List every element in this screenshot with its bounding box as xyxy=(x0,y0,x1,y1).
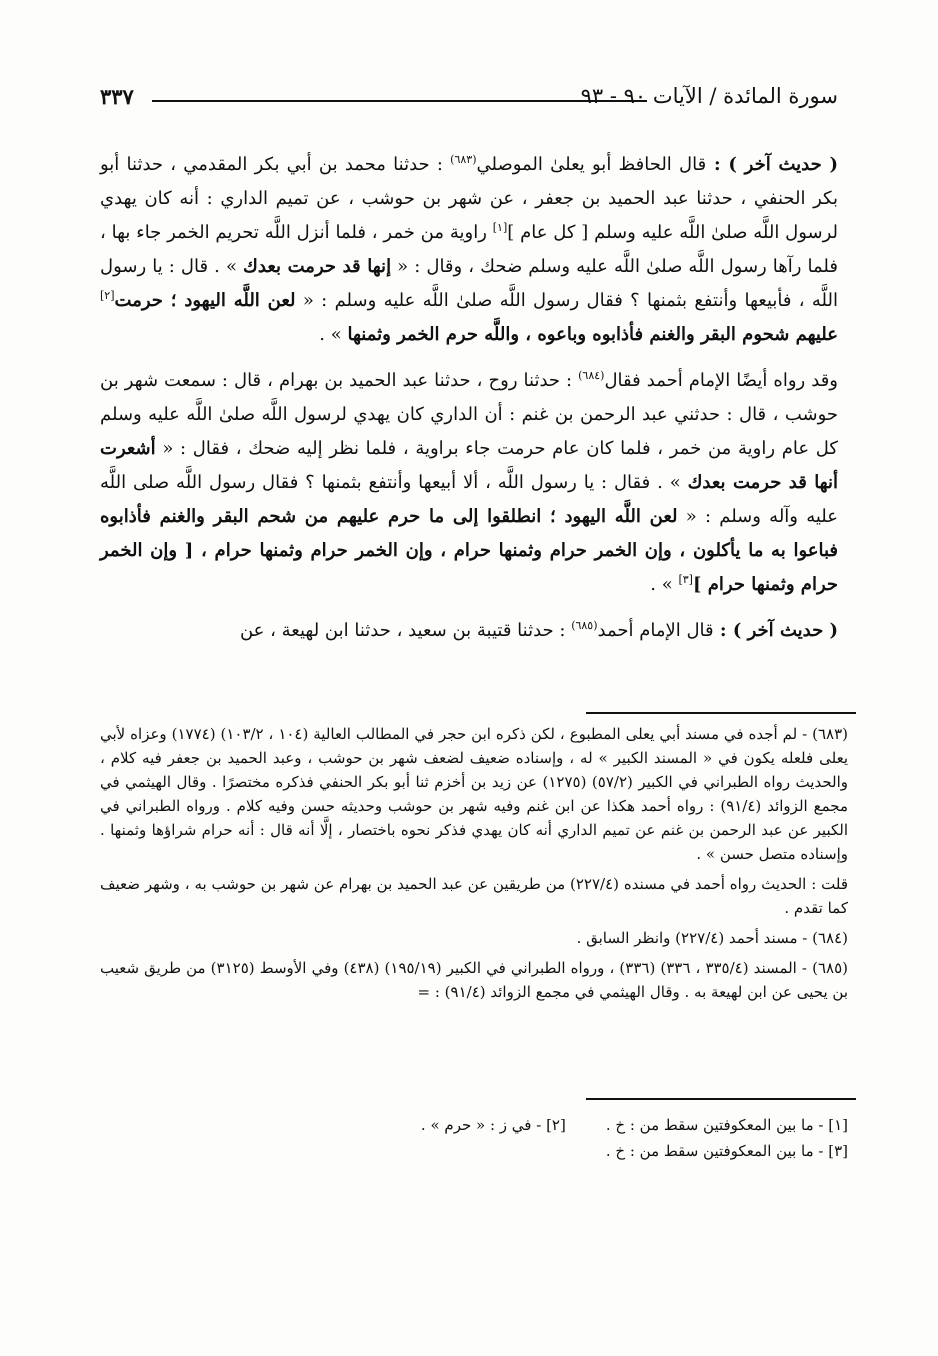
footnote-rule xyxy=(586,712,856,714)
text-segment: : حدثنا محمد بن أبي بكر المقدمي ، حدثنا أبو بكر الحنفي ، حدثنا عبد الحميد بن جعفر ، عن شهر بن حوشب ، عن تميم الداري : أنه كان يهدي لرسول اللَّه صلىٰ اللَّه عليه وسلم [ كل عام ] xyxy=(100,154,839,243)
text-segment: وقد رواه أيضًا الإمام أحمد فقال xyxy=(604,370,838,391)
variants-rule xyxy=(586,1098,856,1100)
paragraph-2 xyxy=(100,364,838,602)
text-segment: : حدثنا روح ، حدثنا عبد الحميد بن بهرام ، قال : سمعت شهر بن حوشب ، قال : حدثني عبد الرحمن بن غنم : أن الداري كان يهدي لرسول اللَّه صلىٰ اللَّه عليه وسلم كل عام راوية من خمر ، فلما كان عام حرمت جاء براوية ، فلما نظر إليه ضحك ، فقال : « xyxy=(100,370,838,459)
paragraph-3 xyxy=(100,614,838,648)
variant-1: [١] - ما بين المعكوفتين سقط من : خ . xyxy=(605,1116,848,1134)
footnote-684: (٦٨٤) - مسند أحمد (٢٢٧/٤) وانظر السابق . xyxy=(576,929,848,947)
text-segment: إنها قد حرمت بعدك xyxy=(243,256,392,277)
footnote-683-comment: قلت : الحديث رواه أحمد في مسنده (٢٢٧/٤) من طريقين عن عبد الحميد بن بهرام عن شهر بن حوشب به ، وشهر ضعيف كما تقدم . xyxy=(100,875,848,917)
text-segment: : حدثنا قتيبة بن سعيد ، حدثنا ابن لهيعة ، عن xyxy=(239,620,572,641)
footnote-683: (٦٨٣) - لم أجده في مسند أبي يعلى المطبوع ، لكن ذكره ابن حجر في المطالب العالية (١٠٤ ، ١٠٣/٢) (١٧٧٤) وعزاه لأبي يعلى فلعله يكون في « المسند الكبير » له ، وإسناده ضعيف لضعف شهر بن حوشب ، وعبد الحميد بن جعفر فيه كلام ، والحديث رواه الطبراني في الكبير (٥٧/٢) (١٢٧٥) عن زيد بن أخزم ثنا أبو بكر الحنفي فذكره مختصرًا . وقال الهيثمي في مجمع الزوائد (٩١/٤) : رواه أحمد هكذا عن ابن غنم وفيه شهر بن حوشب وحديثه حسن وفيه كلام . ورواه الطبراني في الكبير عن عبد الرحمن بن غنم عن تميم الداري أنه كان يهدي فذكر نحوه باختصار ، إلَّا أنه قال : أنه حرام شراؤها وثمنها . وإسناده متصل حسن » . xyxy=(100,725,849,863)
reference-marker: [١] xyxy=(492,221,508,234)
reference-marker: [٣] xyxy=(678,573,693,586)
text-segment: راوية من خمر ، فلما أنزل اللَّه تحريم الخمر جاء بها ، فلما رآها رسول اللَّه صلىٰ اللَّه عليه وسلم ضحك ، وقال : « xyxy=(100,222,838,277)
text-segment: أشعرت أنها قد حرمت بعدك xyxy=(100,438,838,493)
text-segment: » . قال : يا رسول اللَّه ، فأبيعها وأنتفع بثمنها ؟ فقال رسول اللَّه صلىٰ اللَّه عليه وسلم : « xyxy=(100,256,839,311)
reference-marker: (٦٨٤) xyxy=(578,369,605,382)
header-rule xyxy=(152,100,647,102)
running-header xyxy=(100,84,838,114)
text-segment: ( حديث آخر ) : xyxy=(713,620,838,641)
variant-3: [٣] - ما بين المعكوفتين سقط من : خ . xyxy=(605,1142,848,1160)
page-number: ٣٣٧ xyxy=(100,84,134,109)
text-segment: قال الإمام أحمد xyxy=(597,620,714,641)
main-text xyxy=(100,148,838,660)
text-segment: عليهم شحوم البقر والغنم فأذابوه وباعوه ، واللَّه حرم الخمر وثمنها xyxy=(347,324,838,345)
text-segment: » . xyxy=(319,324,348,345)
variant-2: [٢] - في ز : « حرم » . xyxy=(420,1116,566,1134)
footnote-685: (٦٨٥) - المسند (٣٣٥/٤ ، ٣٣٦) (٣٣٦) ، ورواه الطبراني في الكبير (١٩٥/١٩) (٤٣٨) وفي الأوسط (٣١٢٥) من طريق شعيب بن يحيى عن ابن لهيعة به . وقال الهيثمي في مجمع الزوائد (٩١/٤) : = xyxy=(100,959,848,1001)
paragraph-1 xyxy=(100,148,838,352)
reference-marker: (٦٨٣) xyxy=(450,153,477,166)
footnotes xyxy=(100,722,848,1010)
reference-marker: (٦٨٥) xyxy=(571,619,598,632)
text-segment: لعن اللَّه اليهود ؛ انطلقوا إلى ما حرم عليهم من شحم البقر والغنم فأذابوه فباعوا به ما يأكلون ، وإن الخمر حرام وثمنها حرام ، وإن الخمر حرام وثمنها حرام ، [ وإن الخمر حرام وثمنها حرام ] xyxy=(100,506,838,595)
reference-marker: [٢] xyxy=(100,289,115,302)
text-segment: » . فقال : يا رسول اللَّه ، ألا أبيعها وأنتفع بثمنها ؟ فقال رسول اللَّه صلى اللَّه عليه وآله وسلم : « xyxy=(100,472,838,527)
text-segment: قال الحافظ أبو يعلىٰ الموصلي xyxy=(476,154,707,175)
text-segment: ( حديث آخر ) : xyxy=(706,154,839,175)
chapter-title: سورة المائدة / الآيات ٩٠ - ٩٣ xyxy=(580,84,838,108)
text-segment: لعن اللَّه اليهود ؛ حرمت xyxy=(114,290,296,311)
textual-variants xyxy=(100,1112,848,1164)
text-segment: » . xyxy=(650,574,679,595)
